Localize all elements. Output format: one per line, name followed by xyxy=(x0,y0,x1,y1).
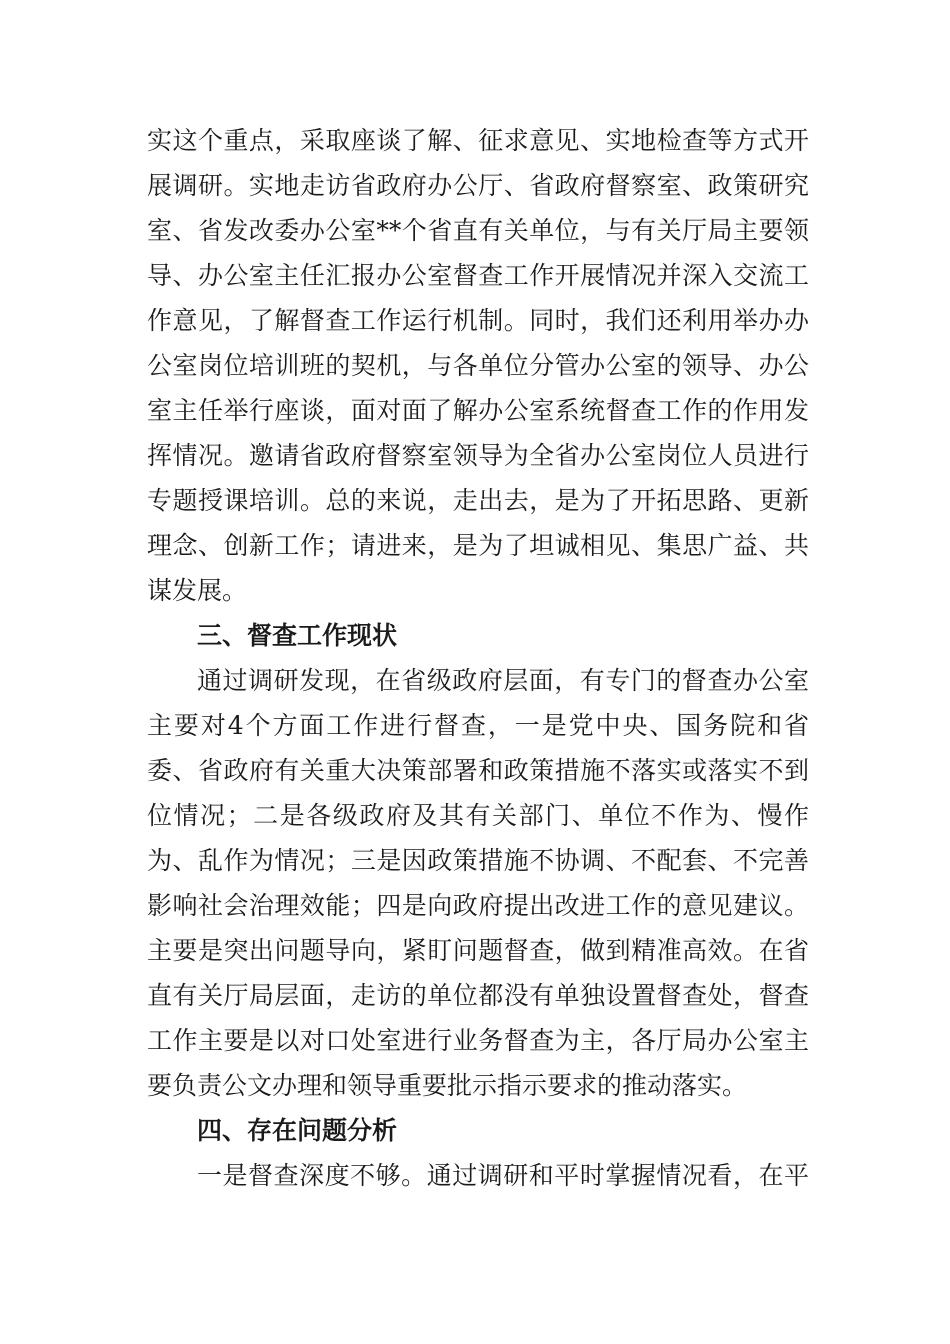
section-heading-4: 四、存在问题分析 xyxy=(197,1116,398,1145)
paragraph-status: 通过调研发现，在省级政府层面，有专门的督查办公室主要对4个方面工作进行督查，一是党中央、国务院和省委、省政府有关重大决策部署和政策措施不落实或落实不到位情况；二是各级政府及其有关部门、单位不作为、慢作为、乱作为情况；三是因政策措施不协调、不配套、不完善影响社会治理效能；四是向政府提出改进工作的意见建议。主要是突出问题导向，紧盯问题督查，做到精准高效。在省直有关厅局层面，走访的单位都没有单独设置督查处，督查工作主要是以对口处室进行业务督查为主，各厅局办公室主要负责公文办理和领导重要批示指示要求的推动落实。 xyxy=(147,666,809,1100)
paragraph-problems: 一是督查深度不够。通过调研和平时掌握情况看，在平 xyxy=(197,1161,809,1190)
section-heading-3: 三、督查工作现状 xyxy=(197,621,398,650)
document-body xyxy=(147,118,809,1198)
paragraph-continuation: 实这个重点，采取座谈了解、征求意见、实地检查等方式开展调研。实地走访省政府办公厅、省政府督察室、政策研究室、省发改委办公室**个省直有关单位，与有关厅局主要领导、办公室主任汇报办公室督查工作开展情况并深入交流工作意见，了解督查工作运行机制。同时，我们还利用举办办公室岗位培训班的契机，与各单位分管办公室的领导、办公室主任举行座谈，面对面了解办公室系统督查工作的作用发挥情况。邀请省政府督察室领导为全省办公室岗位人员进行专题授课培训。总的来说，走出去，是为了开拓思路、更新理念、创新工作；请进来，是为了坦诚相见、集思广益、共谋发展。 xyxy=(147,126,809,605)
